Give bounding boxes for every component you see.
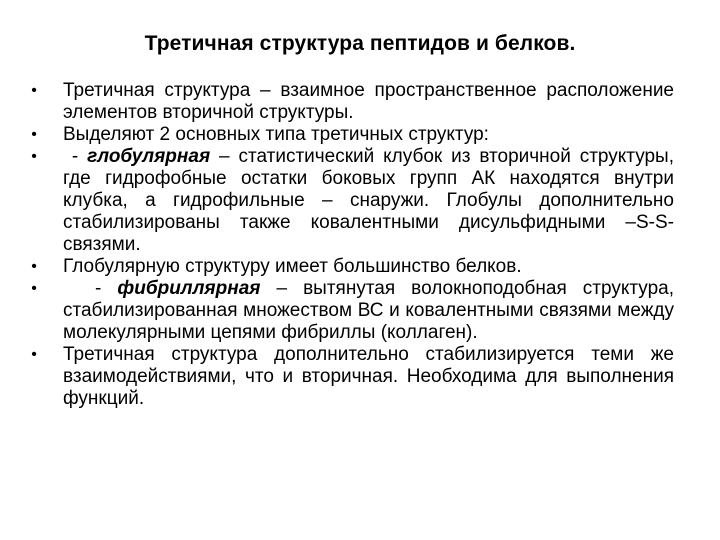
bullet-icon: • (31, 148, 37, 165)
bullet-text: Третичная структура – взаимное пространственное расположение элементов вторичной структуры. (63, 80, 674, 123)
bullet-text: Глобулярную структуру имеет большинство белков. (63, 256, 522, 277)
bullet-text: Третичная структура дополнительно стабилизируется теми же взаимодействиями, что и вторичная. Необходима для выполнения функций. (63, 344, 674, 409)
bullet-item (26, 124, 674, 146)
bullet-icon: • (31, 126, 37, 143)
bullet-text: – вытянутая волокноподобная структура, стабилизированная множеством ВС и ковалентными связями между молекулярными цепями фибриллы (коллаген). (63, 278, 674, 343)
term-globular: глобулярная (87, 146, 211, 167)
bullet-icon: • (31, 280, 37, 297)
term-fibrillar: фибриллярная (117, 278, 261, 299)
bullet-prefix: - (63, 278, 118, 299)
bullet-icon: • (31, 82, 37, 99)
bullet-icon: • (31, 346, 37, 363)
bullet-icon: • (31, 258, 37, 275)
bullet-item (26, 146, 674, 256)
bullet-item (26, 278, 674, 344)
bullet-prefix: - (63, 146, 88, 167)
slide-title: Третичная структура пептидов и белков. (144, 32, 576, 55)
bullet-item (26, 256, 674, 278)
bullet-item (26, 344, 674, 410)
bullet-item (26, 80, 674, 124)
bullet-list (26, 80, 674, 410)
bullet-text: – статистический клубок из вторичной структуры, где гидрофобные остатки боковых групп АК находятся внутри клубка, а гидрофильные – снаружи. Глобулы дополнительно стабилизированы также ковалентными дисульфидными –S-S- связями. (63, 146, 674, 255)
bullet-text: Выделяют 2 основных типа третичных структур: (63, 124, 489, 145)
